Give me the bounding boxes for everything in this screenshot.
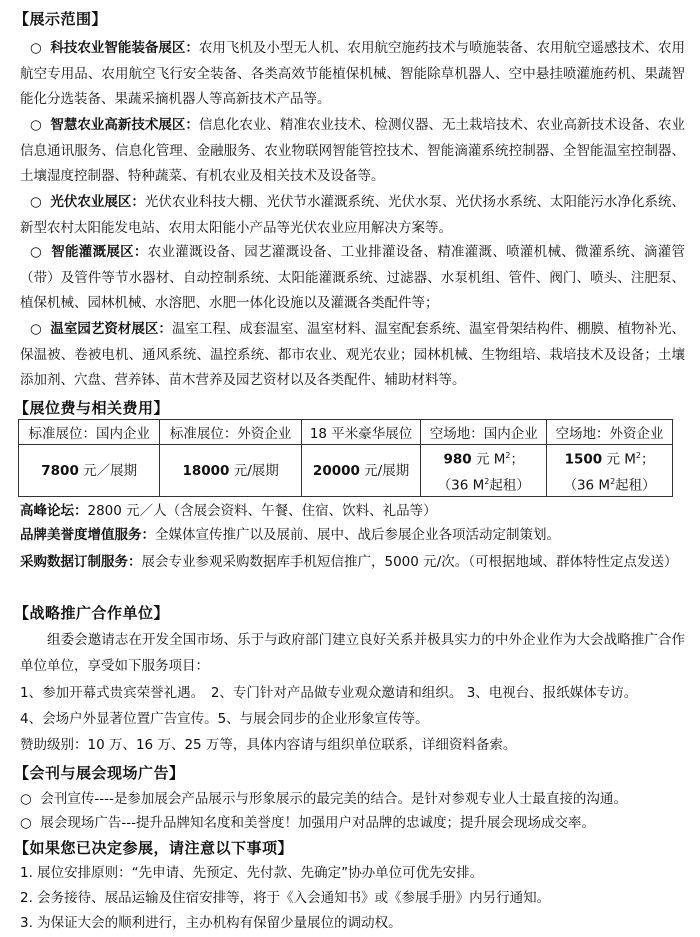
fee-price [547,445,673,497]
ads-text: 展会现场广告---提升品牌知名度和美誉度！加强用户对品牌的忠诚度；提升展会现场成交率。 [40,815,595,831]
price-sup: 2 [635,451,642,460]
price-note-tail: 起租） [489,477,530,493]
bullet-circle-icon: ○ [30,194,42,210]
bullet-circle-icon: ○ [30,40,42,56]
section-title-fees: 【展位费与相关费用】 [14,399,170,417]
bullet-circle-icon: ○ [20,815,32,831]
area-name: 温室园艺资材展区： [50,321,172,337]
area-name: 智慧农业高新技术展区： [50,117,199,133]
note-item-3: 3. 为保证大会的顺利进行，主办机构有保留少量展位的调动权。 [20,915,402,931]
section-title-partner: 【战略推广合作单位】 [14,604,170,622]
scope-area-2 [20,113,685,190]
bullet-circle-icon: ○ [30,321,42,337]
price-unit: 元 M [471,451,506,468]
extra-text: 2800 元／人（含展会资料、午餐、住宿、饮料、礼品等） [87,503,437,519]
scope-area-1 [20,36,685,113]
section-title-notes: 【如果您已决定参展，请注意以下事项】 [14,839,294,857]
price-sup: 2 [505,451,511,460]
area-text: 农用飞机及小型无人机、农用航空施药技术与喷施装备、农用航空遥感技术、农用航空专用品、农用航空飞行安全装备、各类高效节能植保机械、智能除草机器人、空中悬挂喷灌施药机、果蔬智能化分选装备、果蔬采摘机器人等高新技术产品等。 [20,40,686,107]
fee-table-price-row [19,445,673,497]
fee-header: 空场地：外资企业 [547,420,673,445]
fee-extra-brand [20,524,685,546]
price-unit: 元/展期 [359,462,410,479]
partner-levels: 赞助级别：10 万、16 万、25 万等，具体内容请与组织单位联系，详细资料备索。 [20,737,517,753]
extra-label: 采购数据订制服务： [20,554,142,570]
area-text: 温室工程、成套温室、温室材料、温室配套系统、温室骨架结构件、棚膜、植物补光、保温被、卷被电机、通风系统、温控系统、都市农业、观光农业；园林机械、生物组培、栽培技术及设备；土壤添加剂、穴盘、营养钵、苗木营养及园艺资材以及各类配件、辅助材料等。 [20,321,686,388]
section-title-ads: 【会刊与展会现场广告】 [14,764,185,782]
scope-area-3 [20,190,685,241]
scope-area-5 [20,317,685,394]
section-title-scope: 【展示范围】 [14,10,108,28]
area-name: 光伏农业展区： [50,194,145,210]
fee-extra-data [20,550,685,575]
partner-items-2: 4、会场户外显著位置广告宣传。5、与展会同步的企业形象宣传等。 [20,711,429,727]
ads-item-2 [20,812,685,834]
fee-header: 空场地：国内企业 [421,420,547,445]
fee-table-header-row [19,420,673,445]
price-unit: 元/展期 [229,462,279,479]
price-amount: 20000 [312,462,360,479]
price-amount: 18000 [182,462,230,479]
price-unit: 元 M [602,451,636,468]
bullet-circle-icon: ○ [30,244,43,260]
extra-text: 全媒体宣传推广以及展前、展中、战后参展企业各项活动定制策划。 [155,527,560,543]
price-note-tail: 起租） [615,477,656,493]
price-note: （36 M [563,477,611,493]
price-note-sup: 2 [484,476,490,486]
area-name: 智能灌溉展区： [51,244,148,260]
fee-header: 标准展位：外资企业 [160,420,301,445]
area-name: 科技农业智能装备展区： [50,40,199,56]
fee-header: 标准展位：国内企业 [19,420,160,445]
price-note-sup: 2 [610,476,616,486]
fee-header: 18 平米豪华展位 [301,420,420,445]
note-item-2: 2. 会务接待、展品运输及住宿安排等，将于《入会通知书》或《参展手册》内另行通知。 [20,890,551,906]
area-text: 农业灌溉设备、园艺灌溉设备、工业排灌设备、精准灌溉、喷灌机械、微灌系统、滴灌管（带）及管件等节水器材、自动控制系统、太阳能灌溉系统、过滤器、水泵机组、管件、阀门、喷头、注肥泵、植保机械、园林机械、水溶肥、水肥一体化设施以及灌溉各类配件等； [20,244,686,311]
extra-text: 展会专业参观采购数据库手机短信推广，5000 元/次。（可根据地域、群体特性定点发送） [141,554,678,570]
ads-text: 会刊宣传----是参加展会产品展示与形象展示的最完美的结合。是针对参观专业人士最直接的沟通。 [40,791,627,807]
price-note: （36 M [437,477,485,493]
price-amount: 980 [443,451,472,468]
price-unit: 元／展期 [78,462,138,479]
bullet-circle-icon: ○ [30,117,42,133]
area-text: 信息化农业、精准农业技术、检测仪器、无土栽培技术、农业高新技术设备、农业信息通讯服务、信息化管理、金融服务、农业物联网智能管控技术、智能滴灌系统控制器、全智能温室控制器、土壤湿度控制器、特种蔬菜、有机农业及相关技术及设备等。 [20,117,686,184]
fee-price [421,445,547,497]
fee-extra-forum [20,500,685,522]
extra-label: 高峰论坛： [20,503,88,519]
fee-price [160,445,301,497]
ads-item-1 [20,788,685,810]
scope-area-4 [20,240,685,317]
partner-intro: 组委会邀请志在开发全国市场、乐于与政府部门建立良好关系并极具实力的中外企业作为大会战略推广合作单位单位，享受如下服务项目： [20,632,685,674]
area-text: 光伏农业科技大棚、光伏节水灌溉系统、光伏水泵、光伏扬水系统、太阳能污水净化系统、新型农村太阳能发电站、农用太阳能小产品等光伏农业应用解决方案等。 [20,194,686,236]
partner-items-1: 1、参加开幕式贵宾荣誉礼遇。 2、专门针对产品做专业观众邀请和组织。 3、电视台、报纸媒体专访。 [20,685,638,701]
price-tail: ； [641,451,655,468]
bullet-circle-icon: ○ [20,791,32,807]
price-tail: ； [510,451,524,468]
fee-price [301,445,420,497]
extra-label: 品牌美誉度增值服务： [20,527,155,543]
fee-price [19,445,160,497]
note-item-1: 1. 展位安排原则：“先申请、先预定、先付款、先确定”协办单位可优先安排。 [20,865,484,881]
fee-table [18,419,673,497]
price-amount: 7800 [41,462,79,479]
price-amount: 1500 [564,451,603,468]
